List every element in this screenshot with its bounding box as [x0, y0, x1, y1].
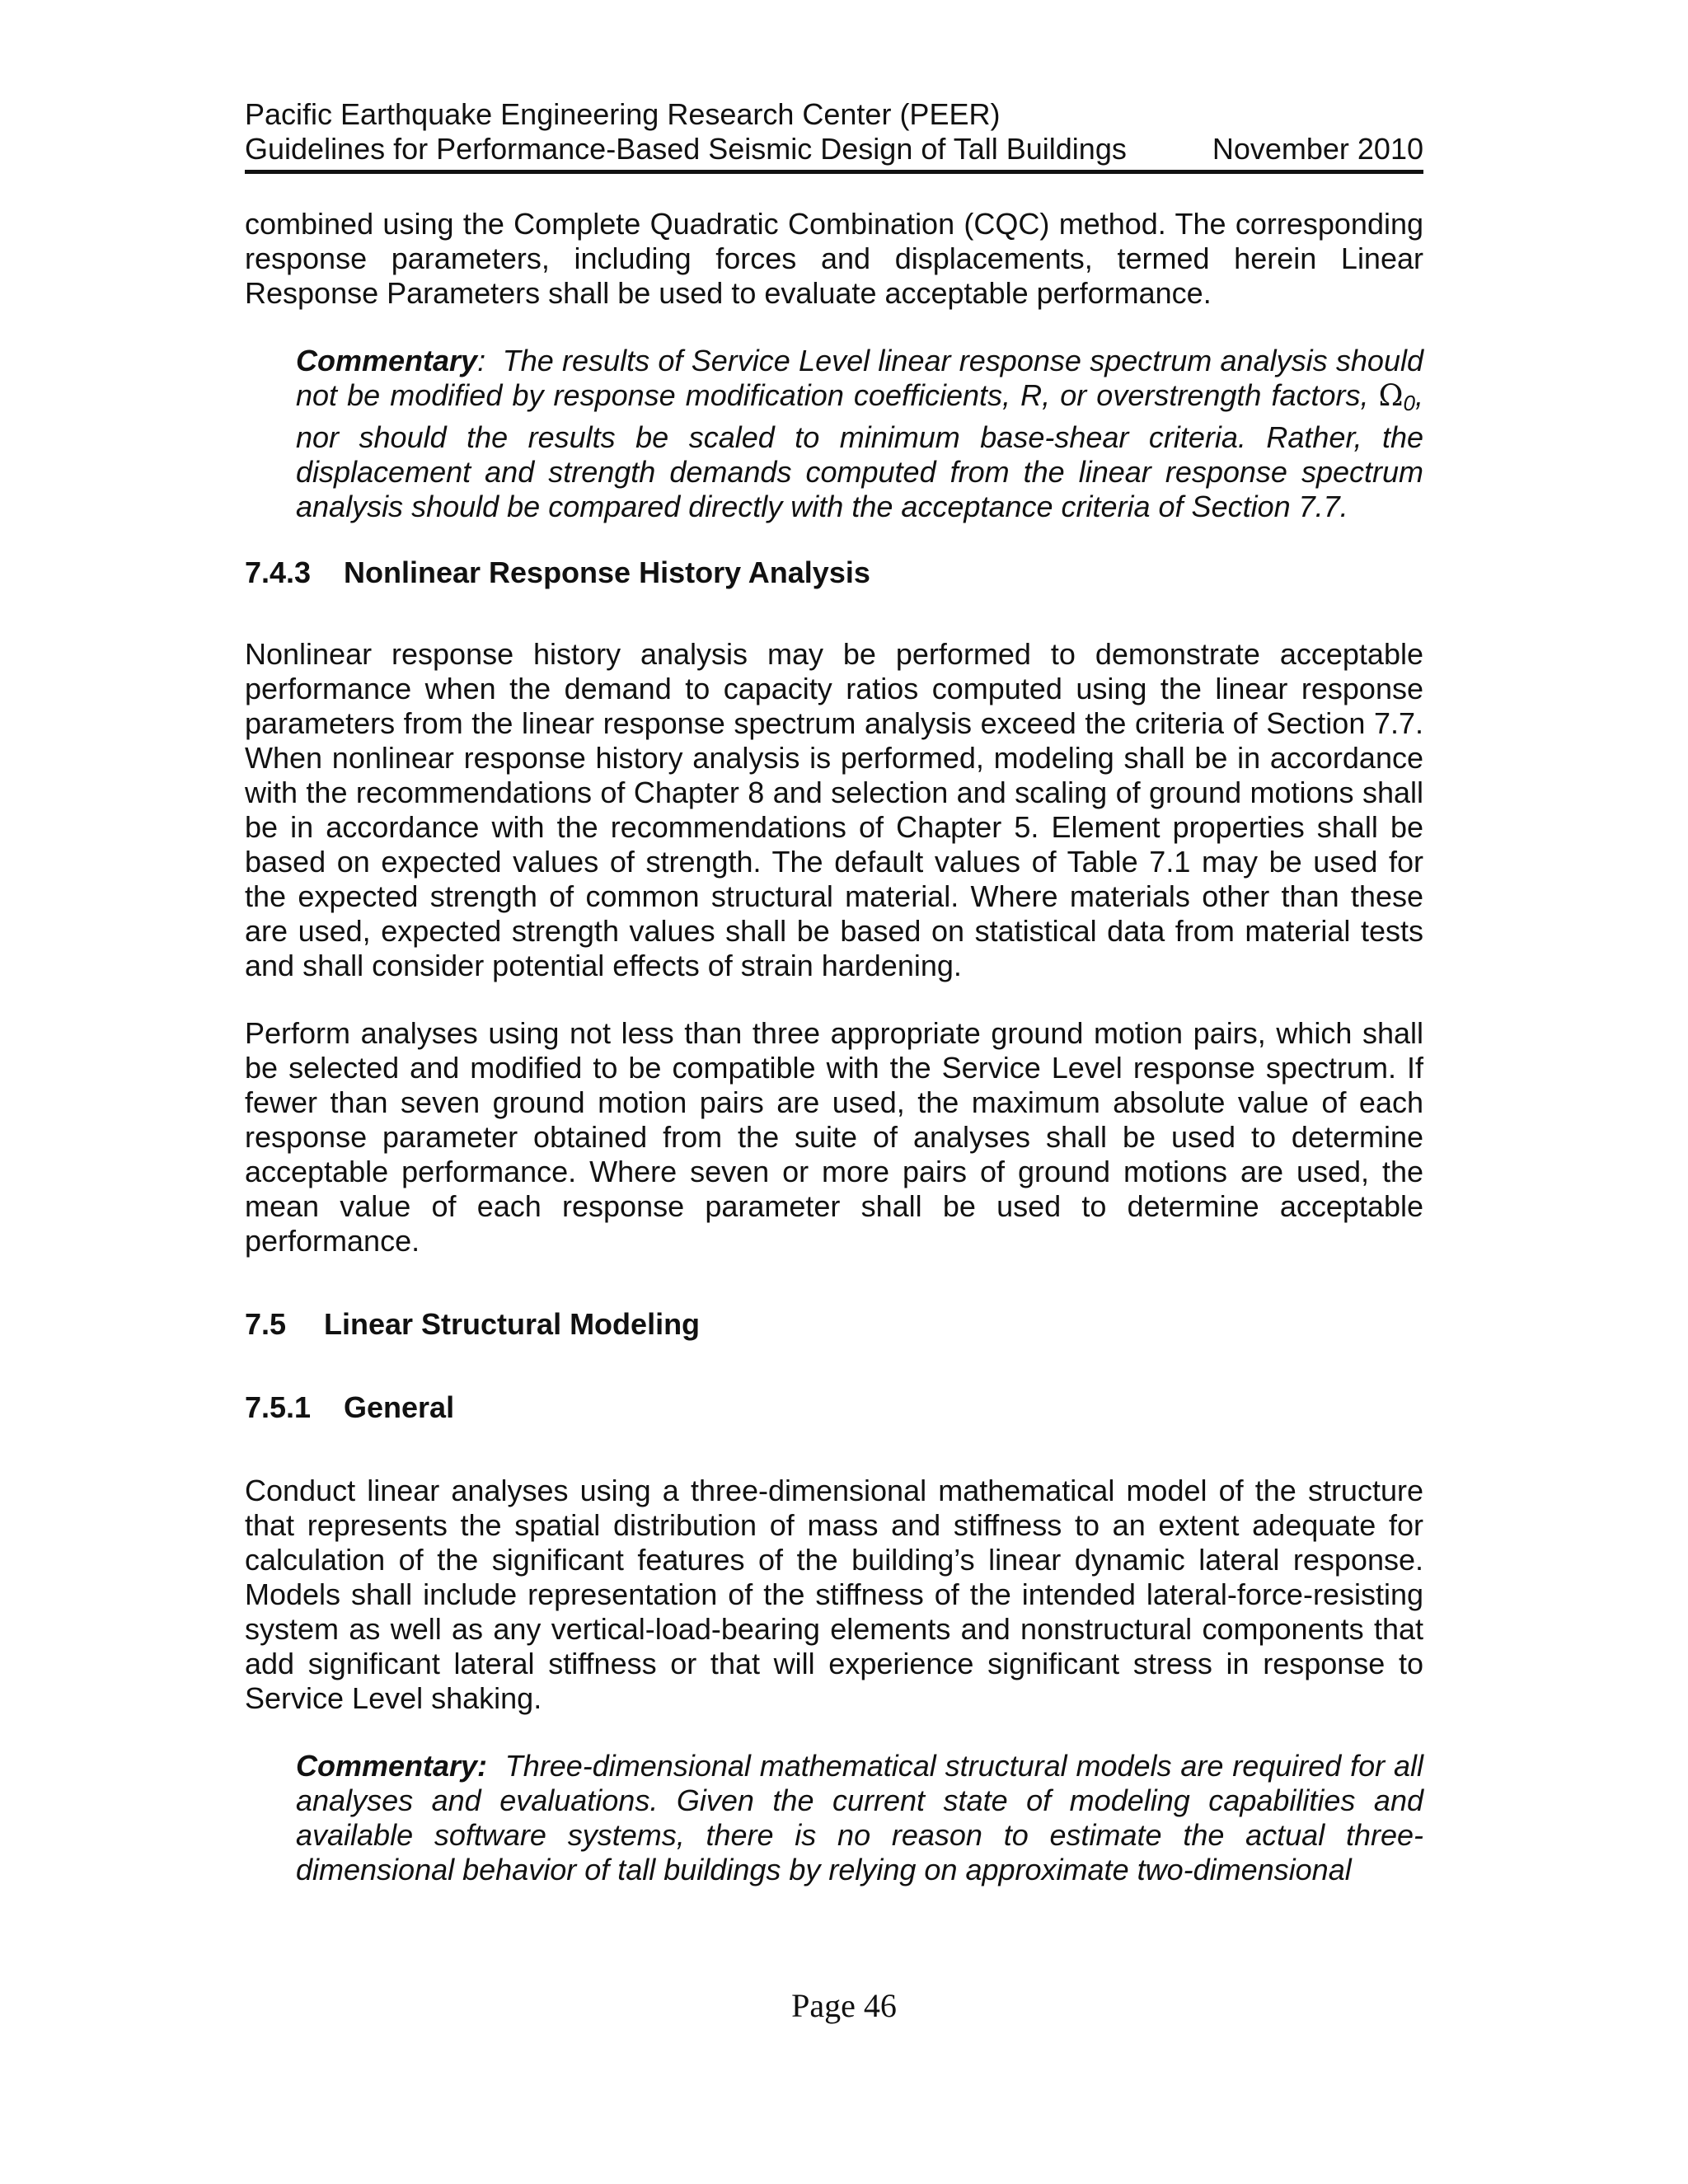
- page-content: [245, 97, 1423, 1887]
- commentary-three-dimensional: [245, 1749, 1423, 1887]
- commentary-label: Commentary: [296, 344, 478, 377]
- section-title: Nonlinear Response History Analysis: [344, 555, 870, 589]
- section-heading-7-5-1: [245, 1390, 1423, 1425]
- section-title: Linear Structural Modeling: [324, 1307, 701, 1341]
- section-title: General: [344, 1390, 455, 1424]
- paragraph-cqc: combined using the Complete Quadratic Combination (CQC) method. The corresponding response parameters, including forces and displacements, termed herein Linear Response Parameters shall be used to evaluate acceptable performance.: [245, 207, 1423, 310]
- header-title-row: [245, 132, 1423, 166]
- page-number: Page 46: [791, 1987, 897, 2024]
- commentary-colon: :: [477, 344, 486, 377]
- header-title: Guidelines for Performance-Based Seismic Design of Tall Buildings: [245, 132, 1127, 166]
- commentary-label: Commentary:: [296, 1749, 488, 1783]
- page-header: [245, 97, 1423, 174]
- omega-symbol: Ω: [1378, 379, 1404, 413]
- paragraph-ground-motion-pairs: Perform analyses using not less than three appropriate ground motion pairs, which shall be selected and modified to be compatible with the Service Level response spectrum. If fewer than seven ground motion pairs are used, the maximum absolute value of each response parameter obtained from the suite of analyses shall be used to determine acceptable performance. Where seven or more pairs of ground motions are used, the mean value of each response parameter shall be used to determine acceptable performance.: [245, 1016, 1423, 1258]
- header-org: Pacific Earthquake Engineering Research Center (PEER): [245, 97, 1001, 131]
- section-heading-7-4-3: [245, 555, 1423, 590]
- paragraph-nonlinear-analysis: Nonlinear response history analysis may be performed to demonstrate acceptable performance when the demand to capacity ratios computed using the linear response parameters from the linear response spectrum analysis exceed the criteria of Section 7.7. When nonlinear response history analysis is performed, modeling shall be in accordance with the recommendations of Chapter 8 and selection and scaling of ground motions shall be in accordance with the recommendations of Chapter 5. Element properties shall be based on expected values of strength. The default values of Table 7.1 may be used for the expected strength of common structural material. Where materials other than these are used, expected strength values shall be based on statistical data from material tests and shall consider potential effects of strain hardening.: [245, 637, 1423, 982]
- commentary-text-b: , nor should the results be scaled to minimum base-shear criteria. Rather, the displacement and strength demands computed from the linear response spectrum analysis should be compared directly with the acceptance criteria of Section 7.7.: [296, 378, 1423, 523]
- commentary-text: Three-dimensional mathematical structural models are required for all analyses and evaluations. Given the current state of modeling capabilities and available software systems, there is no reason to estimate the actual three-dimensional behavior of tall buildings by relying on approximate two-dimensional: [296, 1749, 1423, 1886]
- section-number: 7.5: [245, 1307, 287, 1341]
- paragraph-linear-model: Conduct linear analyses using a three-dimensional mathematical model of the structure that represents the spatial distribution of mass and stiffness to an extent adequate for calculation of the significant features of the building’s linear dynamic lateral response. Models shall include representation of the stiffness of the intended lateral-force-resisting system as well as any vertical-load-bearing elements and nonstructural components that add significant lateral stiffness or that will experience significant stress in response to Service Level shaking.: [245, 1474, 1423, 1715]
- section-heading-7-5: [245, 1307, 1423, 1342]
- section-number: 7.5.1: [245, 1390, 312, 1424]
- section-number: 7.4.3: [245, 555, 312, 589]
- omega-subscript: 0: [1403, 391, 1415, 415]
- commentary-text-a: The results of Service Level linear response spectrum analysis should not be modified by response modification coefficients, R, or overstrength factors,: [296, 344, 1423, 412]
- header-date: November 2010: [1212, 132, 1423, 166]
- commentary-service-level: [245, 344, 1423, 524]
